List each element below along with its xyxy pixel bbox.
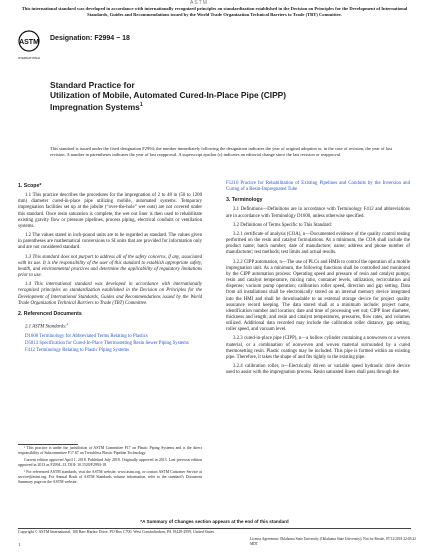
ref-f412-link[interactable]: F412 <box>25 348 35 354</box>
page-number: 1 <box>18 542 21 547</box>
ref-f1216-title: Practice for Rehabilitation of Existing Pipelines and Conduits by the Inversion and Curing of a Resin-Impregnated Tube <box>226 181 410 193</box>
scope-1-3-text: 1.3 This standard does not purport to address all of the safety concerns, if any, associated with its use. It is the responsibility of the user of this standard to establish appropriate safety, health, and environmental practices and determine the applicability of regulatory limitations prior to use. <box>18 254 202 279</box>
left-column <box>18 181 202 355</box>
ref-f1216 <box>226 181 410 193</box>
standard-title <box>50 80 350 112</box>
refs-intro-sup: 2 <box>66 321 69 326</box>
logo-label: INTERNATIONAL <box>18 56 40 60</box>
ref-d1600-title: Terminology for Abbreviated Terms Relating to Plastics <box>38 333 148 339</box>
term-3-2: 3.2 Definitions of Terms Specific to This Standard: <box>233 222 333 228</box>
summary-note: *A Summary of Changes section appears at the end of this standard <box>140 519 289 524</box>
title-line-2: Utilization of Mobile, Automated Cured-In-Place Pipe (CIPP) <box>50 90 287 100</box>
term-3-1: 3.1 Definitions—Definitions are in accordance with Terminology F412 and abbreviations are in accordance with Terminology D1600, unless otherwise specified. <box>226 207 410 219</box>
scope-heading: 1. Scope* <box>18 183 42 189</box>
footnote-2: ² For referenced ASTM standards, visit the ASTM website, www.astm.org, or contact ASTM Customer Service at service@astm.org. For Annual Book of ASTM Standards volume information, refer to the standard’s Document Summary page on the ASTM website. <box>18 470 202 484</box>
ref-d5813 <box>18 341 202 347</box>
scope-1-4-text: 1.4 This international standard was developed in accordance with internationally recognized principles on standardization established in the Decision on Principles for the Development of International Standards, Guides and Recommendations issued by the World Trade Organization Technical Barriers to Trade (TBT) Committee. <box>18 282 202 306</box>
issued-note: This standard is issued under the fixed designation F2994; the number immediately following the designation indicates the year of original adoption or, in the case of revision, the year of last revision. A number in parentheses indicates the year of last reapproval. A superscript epsilon (ε) indicates an editorial change since the last revision or reapproval. <box>50 146 392 157</box>
refs-heading: 2. Referenced Documents <box>18 310 82 317</box>
footnote-divider <box>18 444 78 445</box>
svg-text:ASTM: ASTM <box>19 39 39 46</box>
header-stamp: ASTM <box>190 0 208 6</box>
ref-f412-title: Terminology Relating to Plastic Piping Systems <box>34 348 129 354</box>
refs-intro <box>18 321 202 331</box>
ref-f412 <box>18 348 202 354</box>
title-line-1: Standard Practice for <box>50 80 135 90</box>
ref-d5813-link[interactable]: D5813 <box>25 340 39 346</box>
scope-1-4 <box>18 282 202 307</box>
title-line-3 <box>50 100 350 112</box>
footnote-1b: Current edition approved April 1, 2018. Published July 2018. Originally approved in 2013. Last previous edition approved in 2013 as F2994–13. DOI: 10.1520/F2994-18. <box>18 458 202 467</box>
title-line-3-text: Impregnation Systems <box>50 101 140 112</box>
title-footnote-marker: 1 <box>139 102 143 108</box>
astm-logo-icon <box>18 28 40 64</box>
license-note: License Agreement; Oklahoma State University (Oklahoma State University); Not for Resale, 07/12/2018 22:05:22 MDT <box>250 537 416 546</box>
ref-d5813-title: Specification for Cured-In-Place Thermosetting Resin Sewer Piping Systems <box>38 340 189 346</box>
footnote-1: ¹ This practice is under the jurisdiction of ASTM Committee F17 on Plastic Piping Systems and is the direct responsibility of Subcommittee F17.67 on Trenchless Plastic Pipeline Technology. <box>18 446 202 455</box>
top-note: This international standard was developed in accordance with internationally recognized principles on standardization established in the Decision on Principles for the Development of International Standards, Guides and Recommendations issued by the World Trade Organization Technical Barriers to Trade (TBT) Committee. <box>21 6 408 17</box>
term-3-2-1: 3.2.1 certificate of analysis (COA), n—Documented evidence of the quality control testing performed on the resin and catalyst formulations. As a minimum, the COA shall include the product name; batch number; date of manufacture; name; address and phone number of manufacturer; test methods; test limits and actual results. <box>226 231 410 256</box>
term-3-2-2: 3.2.2 CIPP automation, n—The use of PLCs and HMIs to control the operation of a mobile impregnation unit. As a minimum, the following functions shall be controlled and monitored by the CIPP automation process: Operating speed and pressure of resin and catalyst pumps; resin and catalyst temperature, mixing ratio, container levels, utilization, recirculation and dispense; vacuum pump operation; calibration roller speed, direction and gap setting. Data from all installations shall be electronically stored on an internal memory device integrated into the HMI and shall be downloadable to an external storage device for project quality assurance record keeping. The data stored shall at a minimum include: project name, identification number and location; date and time of processing wet out; CIPP liner diameter, thickness and length; and resin and catalyst temperatures, pressures, flow rates, and volumes utilized. Additional data recorded may include the calibration roller distance, gap setting, roller speed, and vacuum level. <box>226 259 410 333</box>
ref-d1600-link[interactable]: D1600 <box>25 333 39 339</box>
terminology-heading: 3. Terminology <box>226 197 263 204</box>
term-3-2-3: 3.2.3 cured-in-place pipe (CIPP), n—a hollow cylinder containing a nonwoven or a woven material, or a combination of nonwoven and woven material surrounded by a cured thermosetting resin. Plastic coatings may be included. This pipe is formed within an existing pipe. Therefore, it takes the shape of and fits tightly to the existing pipe. <box>226 336 410 360</box>
bottom-divider <box>18 528 411 529</box>
copyright: Copyright © ASTM International, 100 Barr Harbor Drive, PO Box C700, West Conshohocken, PA 19428-2959, United States <box>18 530 214 534</box>
term-3-2-4: 3.2.4 calibration roller, n—Electrically driven or variable speed hydraulic drive device used to assist with the impregnation process. Resin saturated liners shall pass through the <box>226 364 410 376</box>
scope-1-1: 1.1 This practice describes the procedures for the impregnation of 2 to 48 in (50 to 1200 mm) diameter cured-in-place pipe utilizing mobile, automated systems. Temporary impregnation facilities set up at the jobsite (“over-the-hole” wet outs) are not covered under this standard. Once resin saturation is complete, the wet out liner is then used to rehabilitate existing gravity flow or pressure pipelines, process piping, electrical conduits or ventilation systems. <box>18 193 202 229</box>
ref-d1600 <box>18 334 202 340</box>
footnotes <box>18 446 202 487</box>
scope-1-2: 1.2 The values stated in inch-pound units are to be regarded as standard. The values given in parentheses are mathematical conversions to SI units that are provided for information only and are not considered standard. <box>18 233 202 251</box>
refs-intro-text: 2.1 ASTM Standards: <box>25 324 67 330</box>
designation: Designation: F2994 − 18 <box>50 35 130 42</box>
ref-f1216-link[interactable]: F1216 <box>226 181 239 186</box>
scope-1-3 <box>18 255 202 280</box>
right-column <box>226 181 410 379</box>
